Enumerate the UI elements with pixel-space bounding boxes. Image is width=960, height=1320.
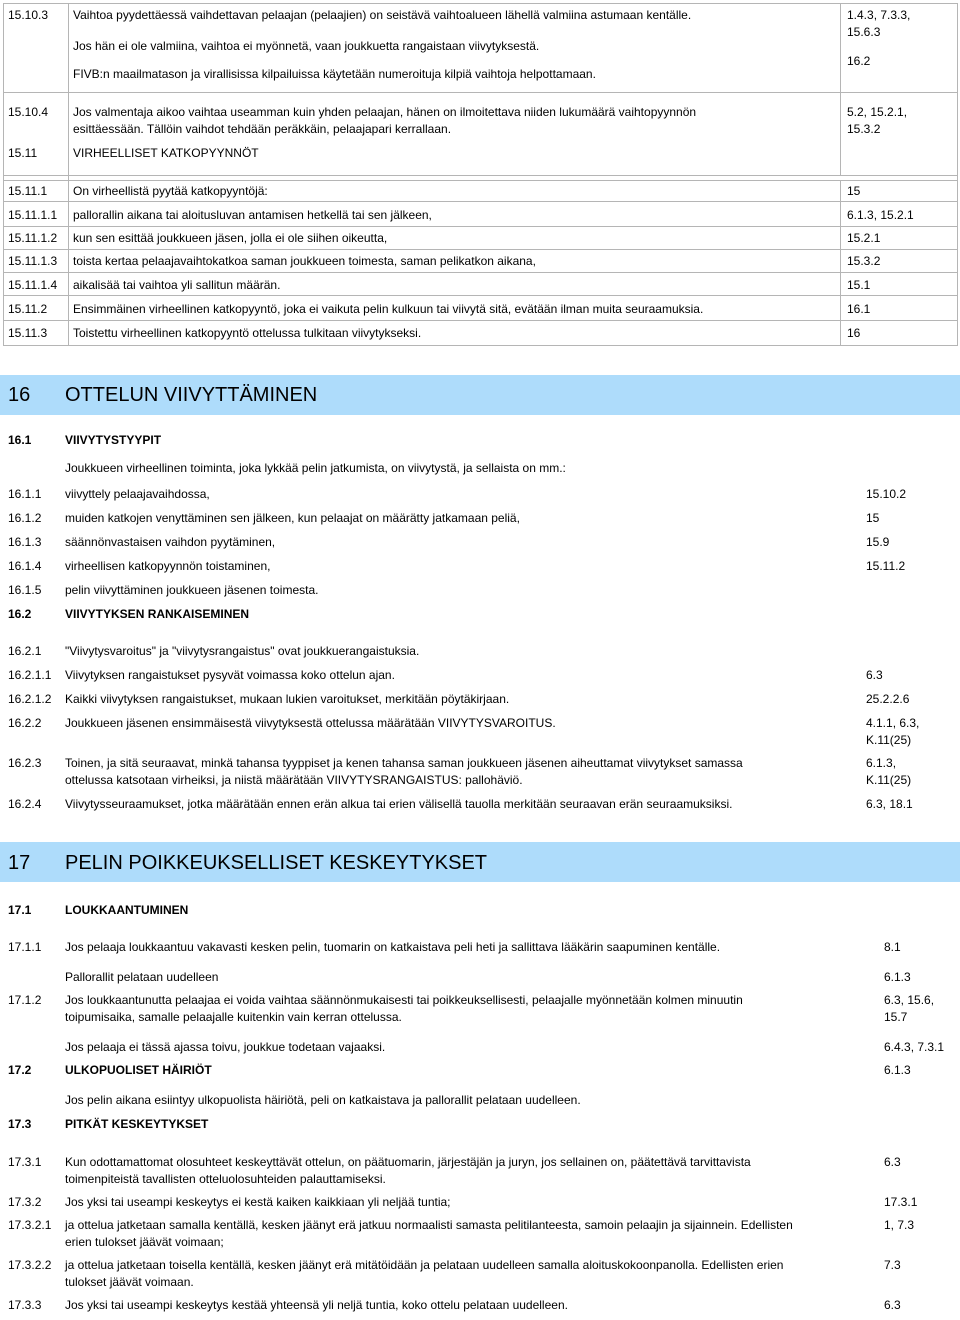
rule-text: Jos yksi tai useampi keskeytys kestää yhteensä yli neljä tuntia, koko ottelu pelataan uudelleen.	[65, 1298, 568, 1312]
rule-number: 16.2.2	[8, 716, 42, 730]
rule-ref: 17.3.1	[884, 1195, 918, 1209]
rule-ref: 5.2, 15.2.1,	[847, 105, 908, 119]
section-title: LOUKKAANTUMINEN	[65, 903, 189, 917]
section-number: 17.3	[8, 1117, 32, 1131]
list-item-ref: 15.10.2	[866, 487, 907, 501]
chapter-17-heading-band	[0, 842, 960, 882]
rule-text: toipumisaika, samalle pelaajalle kuitenkin vain kerran ottelussa.	[65, 1010, 402, 1024]
rule-subtext: Jos pelaaja ei tässä ajassa toivu, joukkue todetaan vajaaksi.	[65, 1040, 386, 1054]
rule-text: kun sen esittää joukkueen jäsen, jolla ei ole siihen oikeutta,	[73, 231, 388, 245]
rule-text: Viivytyksen rangaistukset pysyvät voimassa koko ottelun ajan.	[65, 668, 395, 682]
rule-text: Kaikki viivytyksen rangaistukset, mukaan lukien varoitukset, merkitään pöytäkirjaan.	[65, 692, 510, 706]
list-item-number: 16.1.5	[8, 583, 42, 597]
rule-ref: 7.3	[884, 1258, 901, 1272]
rule-text: Vaihtoa pyydettäessä vaihdettavan pelaajan (pelaajien) on seistävä vaihtoalueen lähellä valmiina astumaan kentälle.	[73, 8, 692, 22]
rule-ref: 1, 7.3	[884, 1218, 915, 1232]
rule-ref: 6.1.3, 15.2.1	[847, 208, 914, 222]
rule-number: 15.11.1.4	[8, 278, 58, 292]
rule-ref: 6.3	[884, 1155, 901, 1169]
rule-text: Toinen, ja sitä seuraavat, minkä tahansa tyyppiset ja kenen tahansa saman joukkueen jäsenen aiheuttamat viivytykset samassa	[65, 756, 743, 770]
rule-text: Kun odottamattomat olosuhteet keskeyttävät ottelun, on päätuomarin, järjestäjän ja juryn, jos sellainen on, päätettävä tarvittavista	[65, 1155, 751, 1169]
rule-number: 15.10.3	[8, 8, 49, 22]
rule-ref: 6.1.3,	[866, 756, 897, 770]
rule-text: Jos loukkaantunutta pelaajaa ei voida vaihtaa säännönmukaisesti tai poikkeuksellisesti, pelaajalle myönnetään kolmen minuutin	[65, 993, 743, 1007]
rule-number: 15.11.3	[8, 326, 48, 340]
rule-number: 16.2.1.1	[8, 668, 52, 682]
rule-text: toimenpiteistä tavallisten otteluolosuhteiden palauttamiseksi.	[65, 1172, 386, 1186]
rule-text: On virheellistä pyytää katkopyyntöjä:	[73, 184, 268, 198]
rule-text: "Viivytysvaroitus" ja "viivytysrangaistus" ovat joukkuerangaistuksia.	[65, 644, 420, 658]
rule-subtext: Pallorallit pelataan uudelleen	[65, 970, 219, 984]
list-item-text: viivyttely pelaajavaihdossa,	[65, 487, 210, 501]
rule-ref: 8.1	[884, 940, 901, 954]
list-item-ref: 15	[866, 511, 880, 525]
rule-number: 16.2.4	[8, 797, 42, 811]
rule-number: 15.10.4	[8, 105, 49, 119]
rule-number: 15.11.2	[8, 302, 48, 316]
chapter-number: 17	[8, 852, 31, 874]
rule-number: 17.1.2	[8, 993, 42, 1007]
rule-number: 17.3.2.2	[8, 1258, 52, 1272]
rule-text: Jos valmentaja aikoo vaihtaa useamman kuin yhden pelaajan, hänen on ilmoitettava niiden lukumäärä vaihtopyynnön	[73, 105, 697, 119]
rule-text: ja ottelua jatketaan samalla kentällä, kesken jäänyt erä jatkuu normaalisti samasta pelitilanteesta, samoin pelaajin ja sijainnein. Edellisten	[65, 1218, 793, 1232]
rule-ref: 6.3	[884, 1298, 901, 1312]
rule-text: FIVB:n maailmatason ja virallisissa kilpailuissa käytetään numeroituja kilpiä vaihtoja helpottamaan.	[73, 67, 596, 81]
section-title: VIIVYTYKSEN RANKAISEMINEN	[65, 607, 250, 621]
section-title: VIRHEELLISET KATKOPYYNNÖT	[73, 146, 259, 160]
section-number: 17.1	[8, 903, 32, 917]
rule-ref: 4.1.1, 6.3,	[866, 716, 920, 730]
rule-ref: 6.4.3, 7.3.1	[884, 1040, 945, 1054]
rule-ref: 6.3, 18.1	[866, 797, 913, 811]
rule-text: esittäessään. Tällöin vaihdot tehdään peräkkäin, pelaajapari kerrallaan.	[73, 122, 452, 136]
rule-number: 17.3.1	[8, 1155, 42, 1169]
section-text: Jos pelin aikana esiintyy ulkopuolista häiriötä, peli on katkaistava ja pallorallit pelataan uudelleen.	[65, 1093, 581, 1107]
rule-ref: 15.3.2	[847, 122, 881, 136]
section-number: 15.11	[8, 146, 38, 160]
list-item-text: virheellisen katkopyynnön toistaminen,	[65, 559, 271, 573]
chapter-title: OTTELUN VIIVYTTÄMINEN	[65, 384, 318, 406]
chapter-number: 16	[8, 384, 31, 406]
rule-ref: 16.2	[847, 54, 871, 68]
rule-ref: 16.1	[847, 302, 871, 316]
rule-ref: 1.4.3, 7.3.3,	[847, 8, 911, 22]
rule-text: aikalisää tai vaihtoa yli sallitun määrän.	[73, 278, 281, 292]
section-title: VIIVYTYSTYYPIT	[65, 433, 162, 447]
section-number: 16.2	[8, 607, 32, 621]
section-title: ULKOPUOLISET HÄIRIÖT	[65, 1063, 212, 1077]
rule-text: ottelussa katsotaan virheiksi, ja niistä määrätään VIIVYTYSRANGAISTUS: pallohäviö.	[65, 773, 523, 787]
rule-text: Joukkueen jäsenen ensimmäisestä viivytyksestä ottelussa määrätään VIIVYTYSVAROITUS.	[65, 716, 556, 730]
rule-text: Ensimmäinen virheellinen katkopyyntö, joka ei vaikuta pelin kulkuun tai viivytä sitä, evätään ilman muita seuraamuksia.	[73, 302, 704, 316]
rule-ref: 16	[847, 326, 861, 340]
rule-text: Jos yksi tai useampi keskeytys ei kestä kaiken kaikkiaan yli neljää tuntia;	[65, 1195, 451, 1209]
rule-number: 15.11.1	[8, 184, 48, 198]
rule-ref: 15.7	[884, 1010, 908, 1024]
rule-ref: 15	[847, 184, 861, 198]
rule-ref: 25.2.2.6	[866, 692, 910, 706]
rule-text: erien tulokset jäävät voimaan;	[65, 1235, 224, 1249]
rule-text: toista kertaa pelaajavaihtokatkoa saman joukkueen toimesta, saman pelikatkon aikana,	[73, 254, 536, 268]
rule-ref: 6.1.3	[884, 970, 911, 984]
rule-text: Jos hän ei ole valmiina, vaihtoa ei myönnetä, vaan joukkuetta rangaistaan viivytyksestä.	[73, 39, 540, 53]
rule-number: 15.11.1.1	[8, 208, 58, 222]
rule-ref: 15.2.1	[847, 231, 881, 245]
rule-number: 17.3.3	[8, 1298, 42, 1312]
list-item-number: 16.1.2	[8, 511, 42, 525]
rule-number: 17.3.2.1	[8, 1218, 52, 1232]
rule-number: 16.2.3	[8, 756, 42, 770]
rule-text: pallorallin aikana tai aloitusluvan antamisen hetkellä tai sen jälkeen,	[73, 208, 432, 222]
rule-ref: K.11(25)	[866, 773, 912, 787]
list-item-number: 16.1.4	[8, 559, 42, 573]
rule-number: 16.2.1	[8, 644, 42, 658]
rule-text: Toistettu virheellinen katkopyyntö ottelussa tulkitaan viivytykseksi.	[73, 326, 422, 340]
section-ref: 6.1.3	[884, 1063, 911, 1077]
rule-text: Viivytysseuraamukset, jotka määrätään ennen erän alkua tai erien välisellä tauolla merkitään seuraavan erän seuraamuksiksi.	[65, 797, 733, 811]
rule-number: 15.11.1.2	[8, 231, 58, 245]
list-item-number: 16.1.1	[8, 487, 42, 501]
rule-ref: 15.6.3	[847, 25, 881, 39]
rule-number: 17.3.2	[8, 1195, 42, 1209]
list-item-text: muiden katkojen venyttäminen sen jälkeen, kun pelaajat on määrätty jatkamaan peliä,	[65, 511, 520, 525]
rule-ref: 6.3	[866, 668, 883, 682]
rule-number: 16.2.1.2	[8, 692, 52, 706]
section-title: PITKÄT KESKEYTYKSET	[65, 1117, 209, 1131]
list-item-text: pelin viivyttäminen joukkueen jäsenen toimesta.	[65, 583, 319, 597]
rule-ref: K.11(25)	[866, 733, 912, 747]
list-item-text: säännönvastaisen vaihdon pyytäminen,	[65, 535, 276, 549]
section-intro: Joukkueen virheellinen toiminta, joka lykkää pelin jatkumista, on viivytystä, ja sellaista on mm.:	[65, 461, 566, 475]
rule-text: Jos pelaaja loukkaantuu vakavasti kesken pelin, tuomarin on katkaistava peli heti ja sallittava lääkärin saapuminen kentälle.	[65, 940, 721, 954]
rule-text: tulokset jäävät voimaan.	[65, 1275, 194, 1289]
section-number: 17.2	[8, 1063, 32, 1077]
rule-number: 15.11.1.3	[8, 254, 58, 268]
rule-ref: 15.1	[847, 278, 871, 292]
list-item-number: 16.1.3	[8, 535, 42, 549]
chapter-title: PELIN POIKKEUKSELLISET KESKEYTYKSET	[65, 852, 488, 874]
list-item-ref: 15.11.2	[866, 559, 906, 573]
rule-ref: 6.3, 15.6,	[884, 993, 935, 1007]
rule-number: 17.1.1	[8, 940, 42, 954]
section-number: 16.1	[8, 433, 32, 447]
chapter-16-heading-band	[0, 375, 960, 415]
list-item-ref: 15.9	[866, 535, 890, 549]
rule-ref: 15.3.2	[847, 254, 881, 268]
rule-text: ja ottelua jatketaan toisella kentällä, kesken jäänyt erä mitätöidään ja pelataan uudelleen samalla aloituskokoonpanolla. Edellisten erien	[65, 1258, 784, 1272]
